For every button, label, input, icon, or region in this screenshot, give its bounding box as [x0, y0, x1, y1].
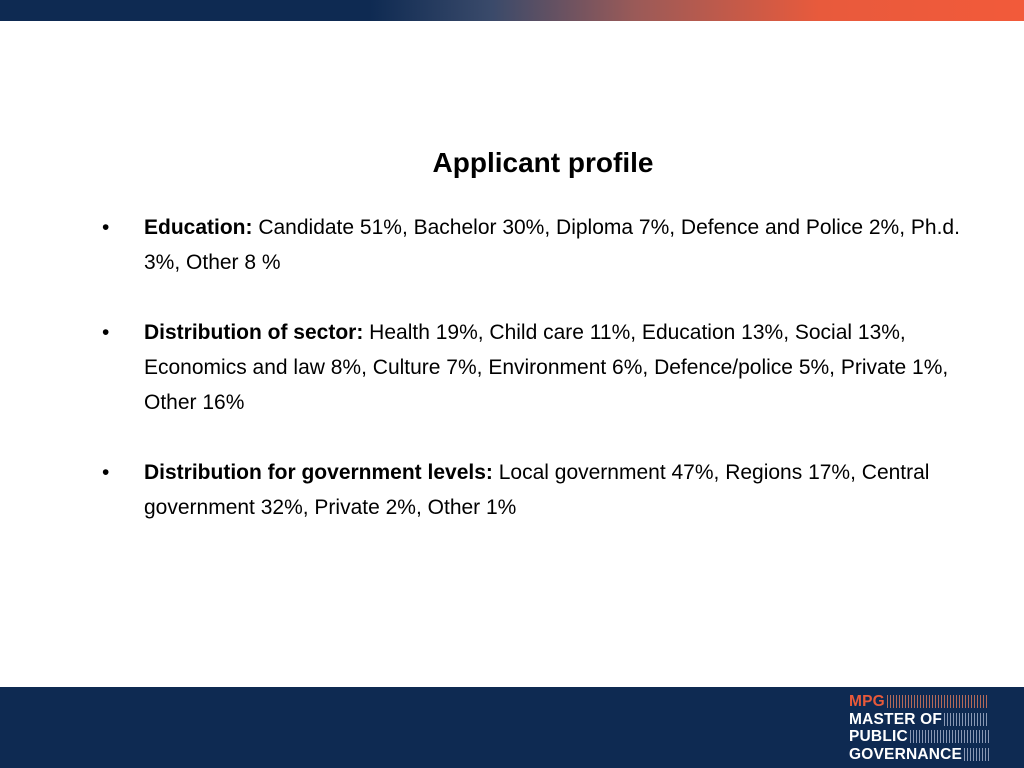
logo-tick-pattern: [944, 713, 989, 726]
bullet-text: Health 19%, Child care 11%, Education 13%, Social 13%, Economics and law 8%, Culture 7%, Environment 6%, Defence/police 5%, Private 1%, Other 16%: [144, 321, 949, 414]
logo-master-text: MASTER OF: [849, 710, 943, 728]
bullet-list: [102, 210, 982, 560]
bullet-education: [102, 210, 982, 280]
bullet-government-levels: [102, 455, 982, 525]
logo-line-public: [849, 728, 989, 746]
bullet-label: Distribution of sector:: [144, 321, 364, 344]
bullet-text: Candidate 51%, Bachelor 30%, Diploma 7%, Defence and Police 2%, Ph.d. 3%, Other 8 %: [144, 216, 960, 274]
bullet-label: Distribution for government levels:: [144, 461, 493, 484]
bullet-label: Education:: [144, 216, 253, 239]
bullet-sector: [102, 315, 982, 420]
logo-tick-pattern: [910, 730, 989, 743]
logo-tick-pattern: [887, 695, 989, 708]
logo-line-governance: [849, 746, 989, 764]
logo-line-master: [849, 711, 989, 729]
bullet-marker: •: [102, 216, 110, 239]
logo-line-mpg: [849, 693, 989, 711]
logo-public-text: PUBLIC: [849, 728, 908, 745]
slide-title: Applicant profile: [432, 147, 654, 178]
logo-governance-text: GOVERNANCE: [849, 745, 963, 763]
top-gradient-band: [0, 0, 1024, 21]
logo-mpg-text: MPG: [849, 693, 885, 710]
logo-tick-pattern: [964, 748, 989, 761]
bullet-text: Local government 47%, Regions 17%, Central government 32%, Private 2%, Other 1%: [144, 461, 930, 519]
mpg-logo: [849, 693, 989, 763]
bullet-marker: •: [102, 321, 110, 344]
bullet-marker: •: [102, 461, 110, 484]
